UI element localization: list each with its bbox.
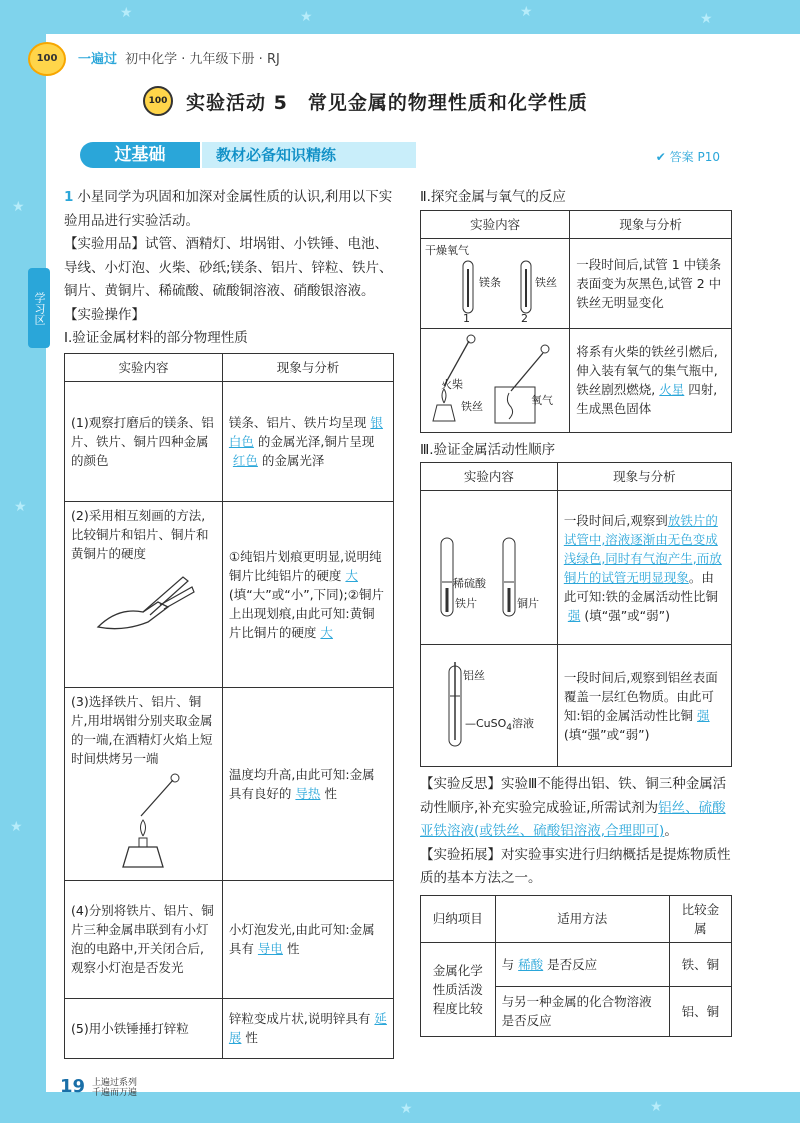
part3-title: Ⅲ.验证金属活动性顺序 [420,441,556,458]
text: 性 [245,1030,258,1045]
table-row [421,238,732,328]
part2-title: Ⅱ.探究金属与氧气的反应 [420,189,566,205]
table-header: 实验内容 [421,463,558,491]
text: 小灯泡发光,由此可知:金属具有 [228,922,375,956]
text: (填“强”或“弱”) [563,726,650,742]
text: 一段时间后,观察到 [563,512,668,528]
text: 温度均升高,由此可知:金属具有良好的 [228,766,375,801]
label-match: 火柴 [441,378,463,391]
experiment-content: (5)用小铁锤捶打锌粒 [65,998,223,1058]
star-decoration: ★ [120,5,133,21]
answer-reference [656,148,720,165]
table-row [421,942,732,986]
label-dilute-acid: 稀硫酸 [453,576,486,590]
observation [222,687,393,880]
observation: 一段时间后,试管 1 中镁条表面变为灰黑色,试管 2 中铁丝无明显变化 [570,238,732,328]
answer-blank: 强 [697,707,710,723]
text: 。 [664,823,678,839]
experiment-content [65,687,223,880]
subscript: 4 [506,722,513,733]
label-dry-oxygen: 干燥氧气 [425,244,469,257]
activity-series-table [420,462,732,767]
footer-note-2: 千遍而万遍 [92,1088,138,1098]
text: 的金属光泽,铜片呈现 [257,433,375,449]
table-row [421,491,732,645]
label-cuso4-solution: —CuSO$_4$溶液 [465,716,535,733]
label-magnesium: 镁条 [479,276,501,289]
experiment-content: (4)分别将铁片、铝片、铜片三种金属串联到有小灯泡的电路中,开关闭合后,观察小灯泡是否发光 [65,880,223,998]
experiment-content: (1)观察打磨后的镁条、铝片、铁片、铜片四种金属的颜色 [65,381,223,501]
question-number: 1 [64,189,74,205]
table-header: 现象与分析 [557,463,731,491]
observation [222,501,393,687]
experiment-content [421,645,558,767]
experiment-content [421,491,558,645]
answer-blank: 银白色 [228,414,383,449]
answer-blank: 火星 [659,382,685,397]
metals: 铝、铜 [669,986,731,1036]
experiment-content [421,328,570,432]
table-row [65,880,394,998]
star-decoration: ★ [520,4,533,20]
heating-illustration [93,772,193,872]
label-tube-1: 1 [463,312,470,325]
star-decoration: ★ [12,199,25,215]
text: 将系有火柴的铁丝引燃后,伸入装有氧气的集气瓶中,铁丝剧烈燃烧, [576,344,718,397]
table-header: 比较金属 [669,895,731,942]
copper-sulfate-drawing [423,656,553,756]
scratch-test-illustration [88,567,198,637]
experiment-content [421,238,570,328]
supplies [64,233,394,304]
intro-text: 小星同学为巩固和加深对金属性质的认识,利用以下实验用品进行实验活动。 [64,189,393,229]
supplies-text: 试管、酒精灯、坩埚钳、小铁锤、电池、导线、小灯泡、火柴、砂纸;镁条、铝片、锌粒、铁片、铜片、黄铜片、稀硫酸、硫酸铜溶液、硝酸银溶液。 [64,236,393,299]
label-oxygen: 氧气 [531,394,553,407]
text: 一段时间后,观察到铝丝表面覆盖一层红色物质。由此可知:铝的金属活动性比铜 [563,669,718,723]
observation [222,998,393,1058]
page-title: 实验活动 5 常见金属的物理性质和化学性质 [186,92,588,114]
text: 。由此可知:铁的金属活动性比铜 [563,569,719,604]
text: 对实验事实进行归纳概括是提炼物质性质的基本方法之一。 [420,846,731,886]
observation [222,880,393,998]
metals: 铁、铜 [669,942,731,986]
table-header: 实验内容 [421,210,570,238]
label-iron-sheet: 铁片 [455,596,477,610]
content-text: (3)选择铁片、铝片、铜片,用坩埚钳分别夹取金属的一端,在酒精灯火焰上短时间烘烤另一端 [71,693,213,766]
star-decoration: ★ [300,9,313,25]
table-header: 归纳项目 [421,895,496,942]
observation [570,328,732,432]
answer-blank: 大 [320,624,333,640]
banner-subtitle: 教材必备知识精练 [202,142,416,168]
observation [222,381,393,501]
table-row [65,998,394,1058]
series-header [78,48,280,67]
answer-blank: 导热 [295,785,321,801]
text: ①纯铝片划痕更明显,说明纯铜片比纯铝片的硬度 [228,548,382,583]
side-tab: 学习区 [28,268,50,348]
copper-sulfate-illustration [423,656,553,756]
method: 与另一种金属的化合物溶液是否反应 [495,986,669,1036]
table-header: 实验内容 [65,353,223,381]
title-badge: 100 [143,86,173,116]
star-decoration: ★ [14,499,27,515]
section-banner [80,142,720,168]
table-row [65,687,394,880]
table-row [65,501,394,687]
star-decoration: ★ [400,1101,413,1117]
observation [557,491,731,645]
summary-table [420,895,732,1037]
observation [557,645,731,767]
label-copper-sheet: 铜片 [517,596,539,610]
text: 与 [501,956,515,972]
footer-note [92,1078,137,1098]
right-column [420,186,732,1037]
summary-item: 金属化学性质活泼程度比较 [421,942,496,1036]
reflection [420,773,732,844]
oxygen-reaction-table [420,210,732,433]
supplies-label: 【实验用品】 [64,236,145,252]
text: 是否反应 [547,956,598,972]
brand-name: 一遍过 [78,52,118,67]
answer-ref-text: 答案 P10 [669,150,720,164]
left-column [64,186,394,1059]
text: (填“大”或“小”,下同);②铜片上出现划痕,由此可知:黄铜片比铜片的硬度 [228,586,384,640]
text: (填“强”或“弱”) [584,607,671,623]
page-number: 19 [60,1076,86,1097]
text: 镁条、铝片、铁片均呈现 [228,414,367,430]
text: 的金属光泽 [261,452,325,468]
series-name: 初中化学 · 九年级下册 · RJ [125,52,280,67]
answer-blank: 放铁片的试管中,溶液逐渐由无色变成浅绿色,同时有气泡产生,而放铜片的试管无明显现象 [563,512,722,585]
content-text: (2)采用相互刻画的方法,比较铜片和铝片、铜片和黄铜片的硬度 [71,507,209,561]
text: 溶液 [512,716,535,730]
question-intro [64,186,394,233]
acid-tubes-illustration [423,508,553,628]
answer-blank: 铝丝、硫酸亚铁溶液(或铁丝、硫酸铝溶液,合理即可) [420,799,726,839]
text: 性 [324,785,337,801]
table-header: 适用方法 [495,895,669,942]
operations-label: 【实验操作】 [64,306,145,323]
star-decoration: ★ [10,819,23,835]
text: 四射,生成黑色固体 [576,382,718,416]
iron-burning-illustration [423,331,563,429]
method [495,942,669,986]
part1-title: Ⅰ.验证金属材料的部分物理性质 [64,330,248,346]
test-tube-illustration [423,241,563,325]
text: 锌粒变成片状,说明锌具有 [228,1011,371,1026]
logo: 100 [28,42,66,76]
physical-properties-table [64,353,394,1059]
label-iron-wire: 铁丝 [535,276,557,289]
extension-label: 【实验拓展】 [420,846,501,863]
reflection-label: 【实验反思】 [420,776,501,792]
answer-blank: 稀酸 [518,956,544,972]
table-row [421,645,732,767]
extension [420,844,732,891]
experiment-content [65,501,223,687]
footer-note-1: 上遍过系列 [92,1078,138,1088]
star-decoration: ★ [700,11,713,27]
table-header: 现象与分析 [570,210,732,238]
banner-label: 过基础 [80,142,200,168]
left-frame [0,0,46,1123]
answer-blank: 导电 [257,941,283,956]
answer-blank: 红色 [232,452,258,468]
table-row [65,381,394,501]
answer-blank: 强 [567,607,581,623]
check-icon: ✔ [655,150,666,164]
table-row [421,328,732,432]
label-aluminum-wire: 铝丝 [463,668,485,682]
answer-blank: 大 [345,567,358,583]
text: 实验Ⅲ不能得出铝、铁、铜三种金属活动性顺序,补充实验完成验证,所需试剂为 [420,776,727,816]
label-iron-wire: 铁丝 [461,400,483,413]
table-header: 现象与分析 [222,353,393,381]
label-tube-2: 2 [521,312,528,325]
text: CuSO [476,716,507,730]
answer-blank: 延展 [228,1011,387,1045]
text: 性 [286,941,300,956]
star-decoration: ★ [650,1099,663,1115]
